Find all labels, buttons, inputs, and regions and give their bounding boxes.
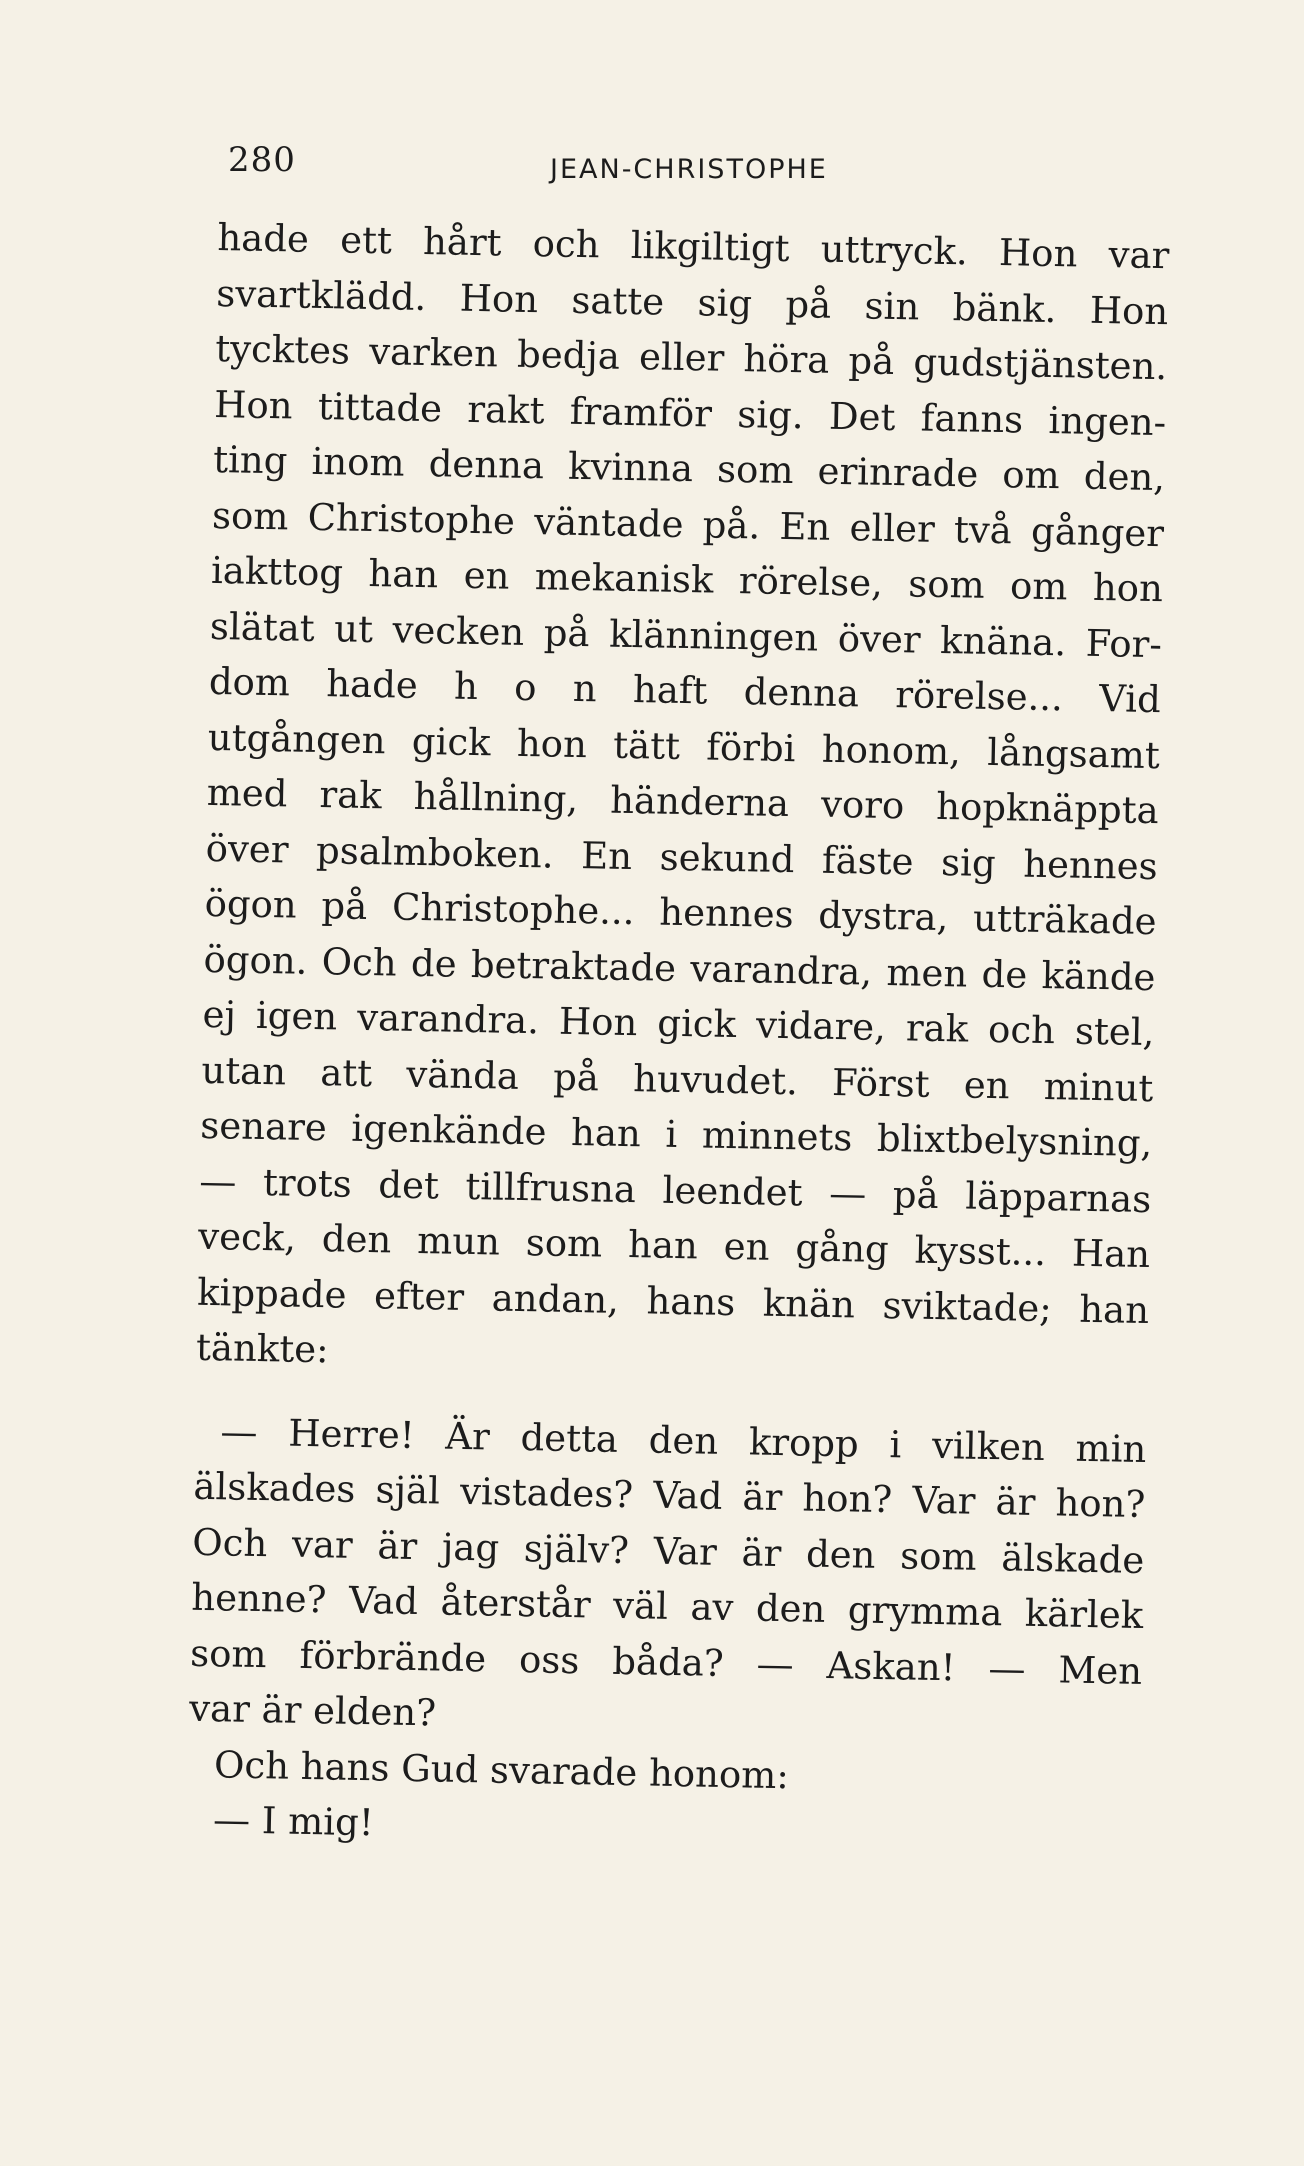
text-line: tänkte: [195, 1325, 329, 1372]
paragraph-1 [196, 210, 1170, 1394]
page-number: 280 [228, 140, 296, 180]
text-line: — Herre! Är detta den kropp i vilken min [220, 1409, 1147, 1471]
text-line: utan att vända på huvudet. Först en minut [201, 1048, 1154, 1110]
text-line: iakttog han en mekanisk rörelse, som om hon [210, 548, 1164, 611]
text-line: över psalmboken. En sekund fäste sig hennes [205, 826, 1158, 888]
text-line: henne? Vad återstår väl av den grymma kärlek [190, 1575, 1144, 1638]
text-line: svartklädd. Hon satte sig på sin bänk. Hon [215, 271, 1169, 333]
text-line: var är elden? [188, 1686, 437, 1735]
text-line: kippade efter andan, hans knän sviktade; han [196, 1270, 1150, 1332]
running-head [228, 140, 1168, 200]
text-line: slätat ut vecken på klänningen över knäna. For- [209, 604, 1163, 666]
text-line: ögon. Och de betraktade varandra, men de kände [203, 937, 1156, 999]
text-line: ting inom denna kvinna som erinrade om den, [212, 437, 1166, 500]
body-text [187, 210, 1170, 1865]
text-line: dom hade h o n haft denna rörelse... Vid [208, 659, 1162, 722]
text-line: hade ett hårt och likgiltigt uttryck. Hon var [217, 215, 1170, 278]
paragraph-2 [189, 1403, 1147, 1754]
text-line: Hon tittade rakt framför sig. Det fanns ingen- [213, 382, 1167, 444]
text-line: — trots det tillfrusna leendet — på läpparnas [198, 1159, 1152, 1221]
text-line: tycktes varken bedja eller höra på gudstjänsten. [214, 326, 1168, 389]
text-line: senare igenkände han i minnets blixtbelysning, [200, 1103, 1153, 1166]
text-line: som Christophe väntade på. En eller två gånger [211, 493, 1165, 555]
text-line: veck, den mun som han en gång kysst... Han [197, 1214, 1151, 1277]
text-line: som förbrände oss båda? — Askan! — Men [189, 1631, 1143, 1693]
text-line: — I mig! [212, 1798, 375, 1845]
text-line: Och hans Gud svarade honom: [213, 1742, 790, 1797]
text-line: utgången gick hon tätt förbi honom, långsamt [207, 715, 1161, 777]
running-title: JEAN-CHRISTOPHE [550, 154, 828, 185]
text-line: ej igen varandra. Hon gick vidare, rak och stel, [202, 992, 1155, 1055]
text-line: Och var är jag själv? Var är den som älskade [192, 1520, 1145, 1582]
text-line: älskades själ vistades? Vad är hon? Var är hon? [193, 1464, 1146, 1527]
text-line: med rak hållning, händerna voro hopknäppta [206, 770, 1160, 833]
text-line: ögon på Christophe... hennes dystra, utträkade [204, 881, 1157, 944]
